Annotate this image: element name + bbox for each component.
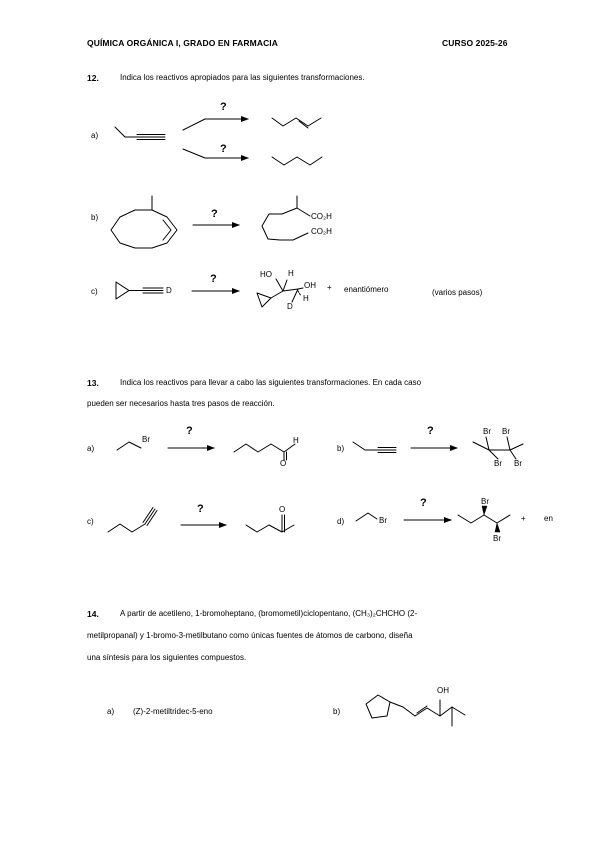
q13d-br-label-bottom: Br	[493, 534, 501, 543]
q12c-cyclopropyl-alkyne-structure	[116, 282, 163, 299]
q12c-diol-structure	[257, 279, 303, 307]
q13a-question-mark: ?	[186, 425, 193, 437]
q12a-question-mark-top: ?	[220, 101, 227, 113]
q14-statement-line2: metilpropanal) y 1-bromo-3-metilbutano como únicas fuentes de átomos de carbono, diseña	[87, 631, 413, 640]
q13c-ketone-structure	[246, 515, 294, 532]
q12c-plus: +	[327, 283, 332, 292]
q13c-alkyne-structure	[108, 508, 157, 533]
q13-label-d: d)	[337, 517, 345, 526]
q14-compound-a: (Z)-2-metiltridec-5-eno	[133, 707, 213, 716]
q13a-aldehyde-structure	[234, 444, 295, 460]
q12-label-b: b)	[91, 213, 99, 222]
q13b-br-label-2: Br	[502, 427, 510, 436]
q13b-question-mark: ?	[427, 425, 434, 437]
q14-label-a: a)	[107, 707, 115, 716]
q12c-enantiomer: enantiómero	[344, 285, 389, 294]
q13-label-c: c)	[87, 517, 94, 526]
q14b-oh-label: OH	[437, 686, 449, 695]
q13b-alkyne-structure	[353, 442, 396, 453]
q12c-h-label-bottom: H	[303, 294, 309, 303]
q12c-d-label: D	[166, 286, 172, 295]
q13-label-a: a)	[87, 444, 95, 453]
q13d-question-mark: ?	[420, 497, 427, 509]
q12a-alkyne-structure	[115, 127, 165, 140]
q13a-br-label: Br	[142, 435, 150, 444]
q13b-br-label-4: Br	[514, 459, 522, 468]
q12-number: 12.	[87, 73, 99, 83]
q13b-tetrabromide-structure	[473, 437, 523, 459]
q13-statement-line2: pueden ser necesarios hasta tres pasos de reacción.	[87, 399, 275, 408]
course-title: QUÍMICA ORGÁNICA I, GRADO EN FARMACIA	[87, 38, 279, 48]
q12c-ho-label: HO	[260, 270, 272, 279]
q14b-target-structure	[366, 695, 465, 726]
q12b-diacid-structure	[262, 196, 310, 240]
course-year: CURSO 2025-26	[442, 38, 508, 48]
q13-number: 13.	[87, 378, 99, 388]
q13a-o-label: O	[280, 459, 287, 468]
q12a-reaction-arrows	[183, 119, 248, 158]
q13d-br-label-start: Br	[379, 516, 387, 525]
q13c-o-label: O	[279, 505, 286, 514]
q12-statement: Indica los reactivos apropiados para las siguientes transformaciones.	[120, 73, 365, 82]
q12c-h-label-top: H	[288, 269, 294, 278]
q13b-br-label-1: Br	[483, 427, 491, 436]
q13d-bromoethane-structure	[356, 513, 377, 521]
q12c-note: (varios pasos)	[432, 288, 483, 297]
q12a-alkane-structure	[272, 157, 322, 165]
q12c-oh-label: OH	[304, 281, 316, 290]
q12b-cycloalkene-structure	[111, 196, 177, 248]
q13a-alkyl-bromide-structure	[117, 442, 141, 450]
q12b-question-mark: ?	[211, 208, 218, 220]
q14-statement-line1: A partir de acetileno, 1-bromoheptano, (bromometil)ciclopentano, (CH₃)₂CHCHO (2-	[120, 609, 418, 618]
q13b-br-label-3: Br	[494, 459, 502, 468]
q13-label-b: b)	[337, 444, 345, 453]
q14-statement-line3: una síntesis para los siguientes compuestos.	[87, 653, 247, 662]
q14-label-b: b)	[333, 707, 341, 716]
q13d-plus: +	[521, 514, 526, 523]
q13d-br-label-top: Br	[481, 497, 489, 506]
q12b-co2h-bottom: CO₂H	[311, 227, 332, 236]
q12a-e-alkene-structure	[272, 118, 321, 128]
q13a-h-label: H	[293, 436, 299, 445]
q12c-d-label-product: D	[287, 302, 293, 311]
q12-label-c: c)	[91, 287, 98, 296]
q12-label-a: a)	[91, 131, 99, 140]
q12c-question-mark: ?	[210, 273, 217, 285]
q12b-co2h-top: CO₂H	[311, 212, 332, 221]
q13-statement-line1: Indica los reactivos para llevar a cabo las siguientes transformaciones. En cada caso	[120, 378, 422, 387]
q13d-en: en	[544, 514, 553, 523]
q13d-dibromide-structure	[458, 506, 510, 532]
q14-number: 14.	[87, 609, 99, 619]
q13c-question-mark: ?	[197, 503, 204, 515]
q12a-question-mark-bottom: ?	[220, 143, 227, 155]
